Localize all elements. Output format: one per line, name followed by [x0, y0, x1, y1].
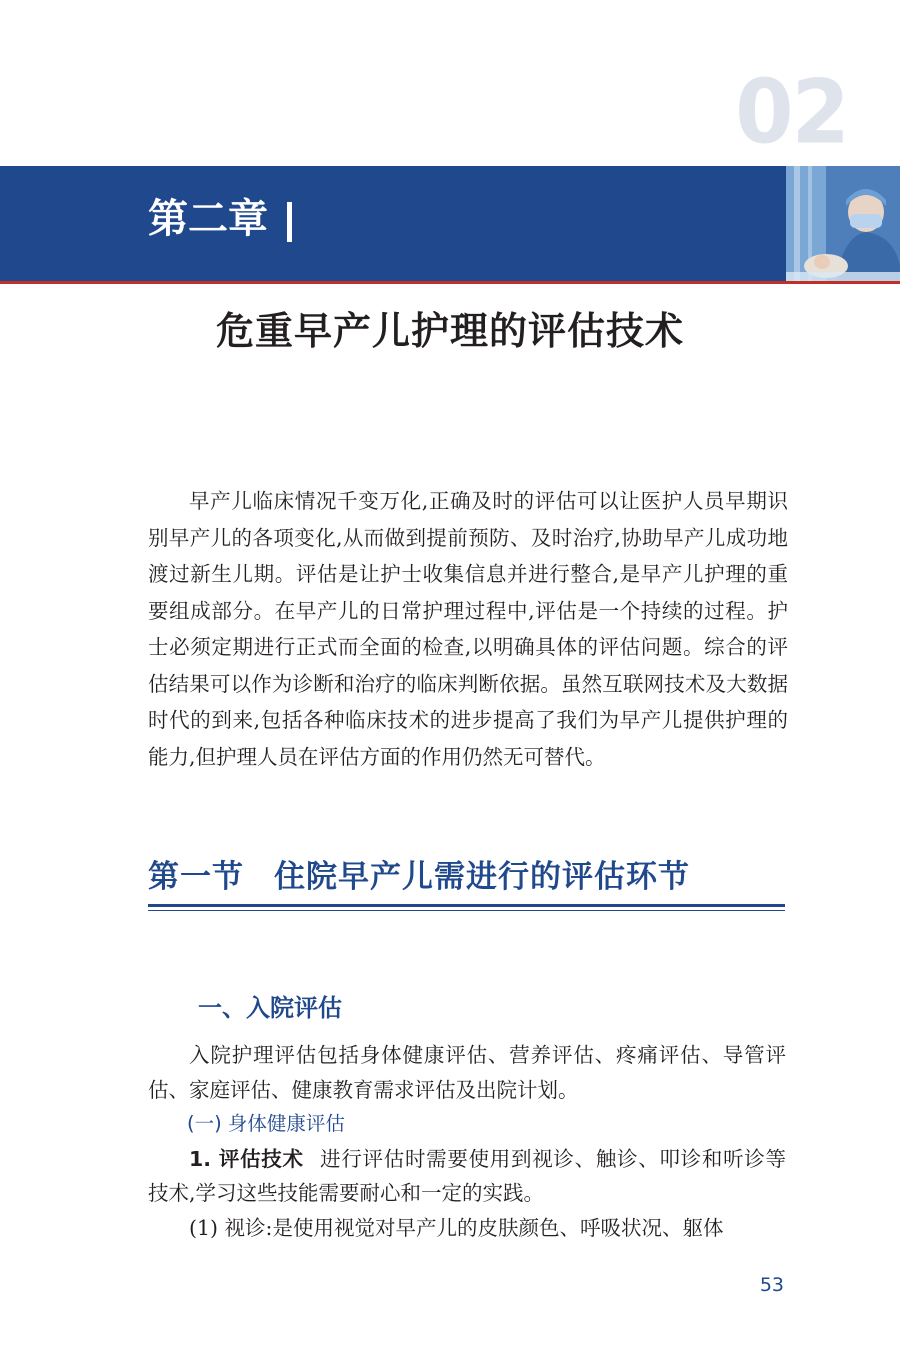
chapter-divider-bar — [287, 202, 292, 242]
photo-illustration — [786, 166, 900, 284]
assessment-technique-text: 进行评估时需要使用到视诊、触诊、叩诊和听诊等技术,学习这些技能需要耐心和一定的实践。 — [148, 1146, 786, 1205]
physical-assessment-heading: (一) 身体健康评估 — [187, 1112, 345, 1135]
intro-text — [148, 483, 788, 775]
intro-paragraph: 早产儿临床情况千变万化,正确及时的评估可以让医护人员早期识别早产儿的各项变化,从而做到提前预防、及时治疗,协助早产儿成功地渡过新生儿期。评估是让护士收集信息并进行整合,是早产儿护理的重要组成部分。在早产儿的日常护理过程中,评估是一个持续的过程。护士必须定期进行正式而全面的检查,以明确具体的评估问题。综合的评估结果可以作为诊断和治疗的临床判断依据。虽然互联网技术及大数据时代的到来,包括各种临床技术的进步提高了我们为早产儿提供护理的能力,但护理人员在评估方面的作用仍然无可替代。 — [148, 489, 788, 769]
admission-paragraph: 入院护理评估包括身体健康评估、营养评估、疼痛评估、导管评估、家庭评估、健康教育需求评估及出院计划。 — [148, 1043, 786, 1102]
subsection-heading: 一、入院评估 — [198, 994, 342, 1022]
chapter-banner — [0, 166, 786, 284]
section-heading — [148, 859, 690, 895]
chapter-label: 第二章 — [148, 196, 268, 242]
inspection-paragraph: (1) 视诊:是使用视觉对早产儿的皮肤颜色、呼吸状况、躯体 — [189, 1215, 724, 1240]
assessment-technique-paragraph — [148, 1142, 786, 1211]
section-title: 住院早产儿需进行的评估环节 — [274, 859, 690, 895]
neonatal-care-photo — [786, 166, 900, 284]
page-number: 53 — [759, 1274, 784, 1296]
section-number: 第一节 — [148, 859, 244, 895]
section-rule-thin — [148, 910, 785, 911]
section-rule — [148, 904, 785, 907]
assessment-technique-term: 1. 评估技术 — [189, 1146, 304, 1171]
chapter-title: 危重早产儿护理的评估技术 — [215, 309, 684, 353]
chapter-number: 02 — [735, 60, 848, 164]
admission-assessment-text — [148, 1038, 786, 1245]
